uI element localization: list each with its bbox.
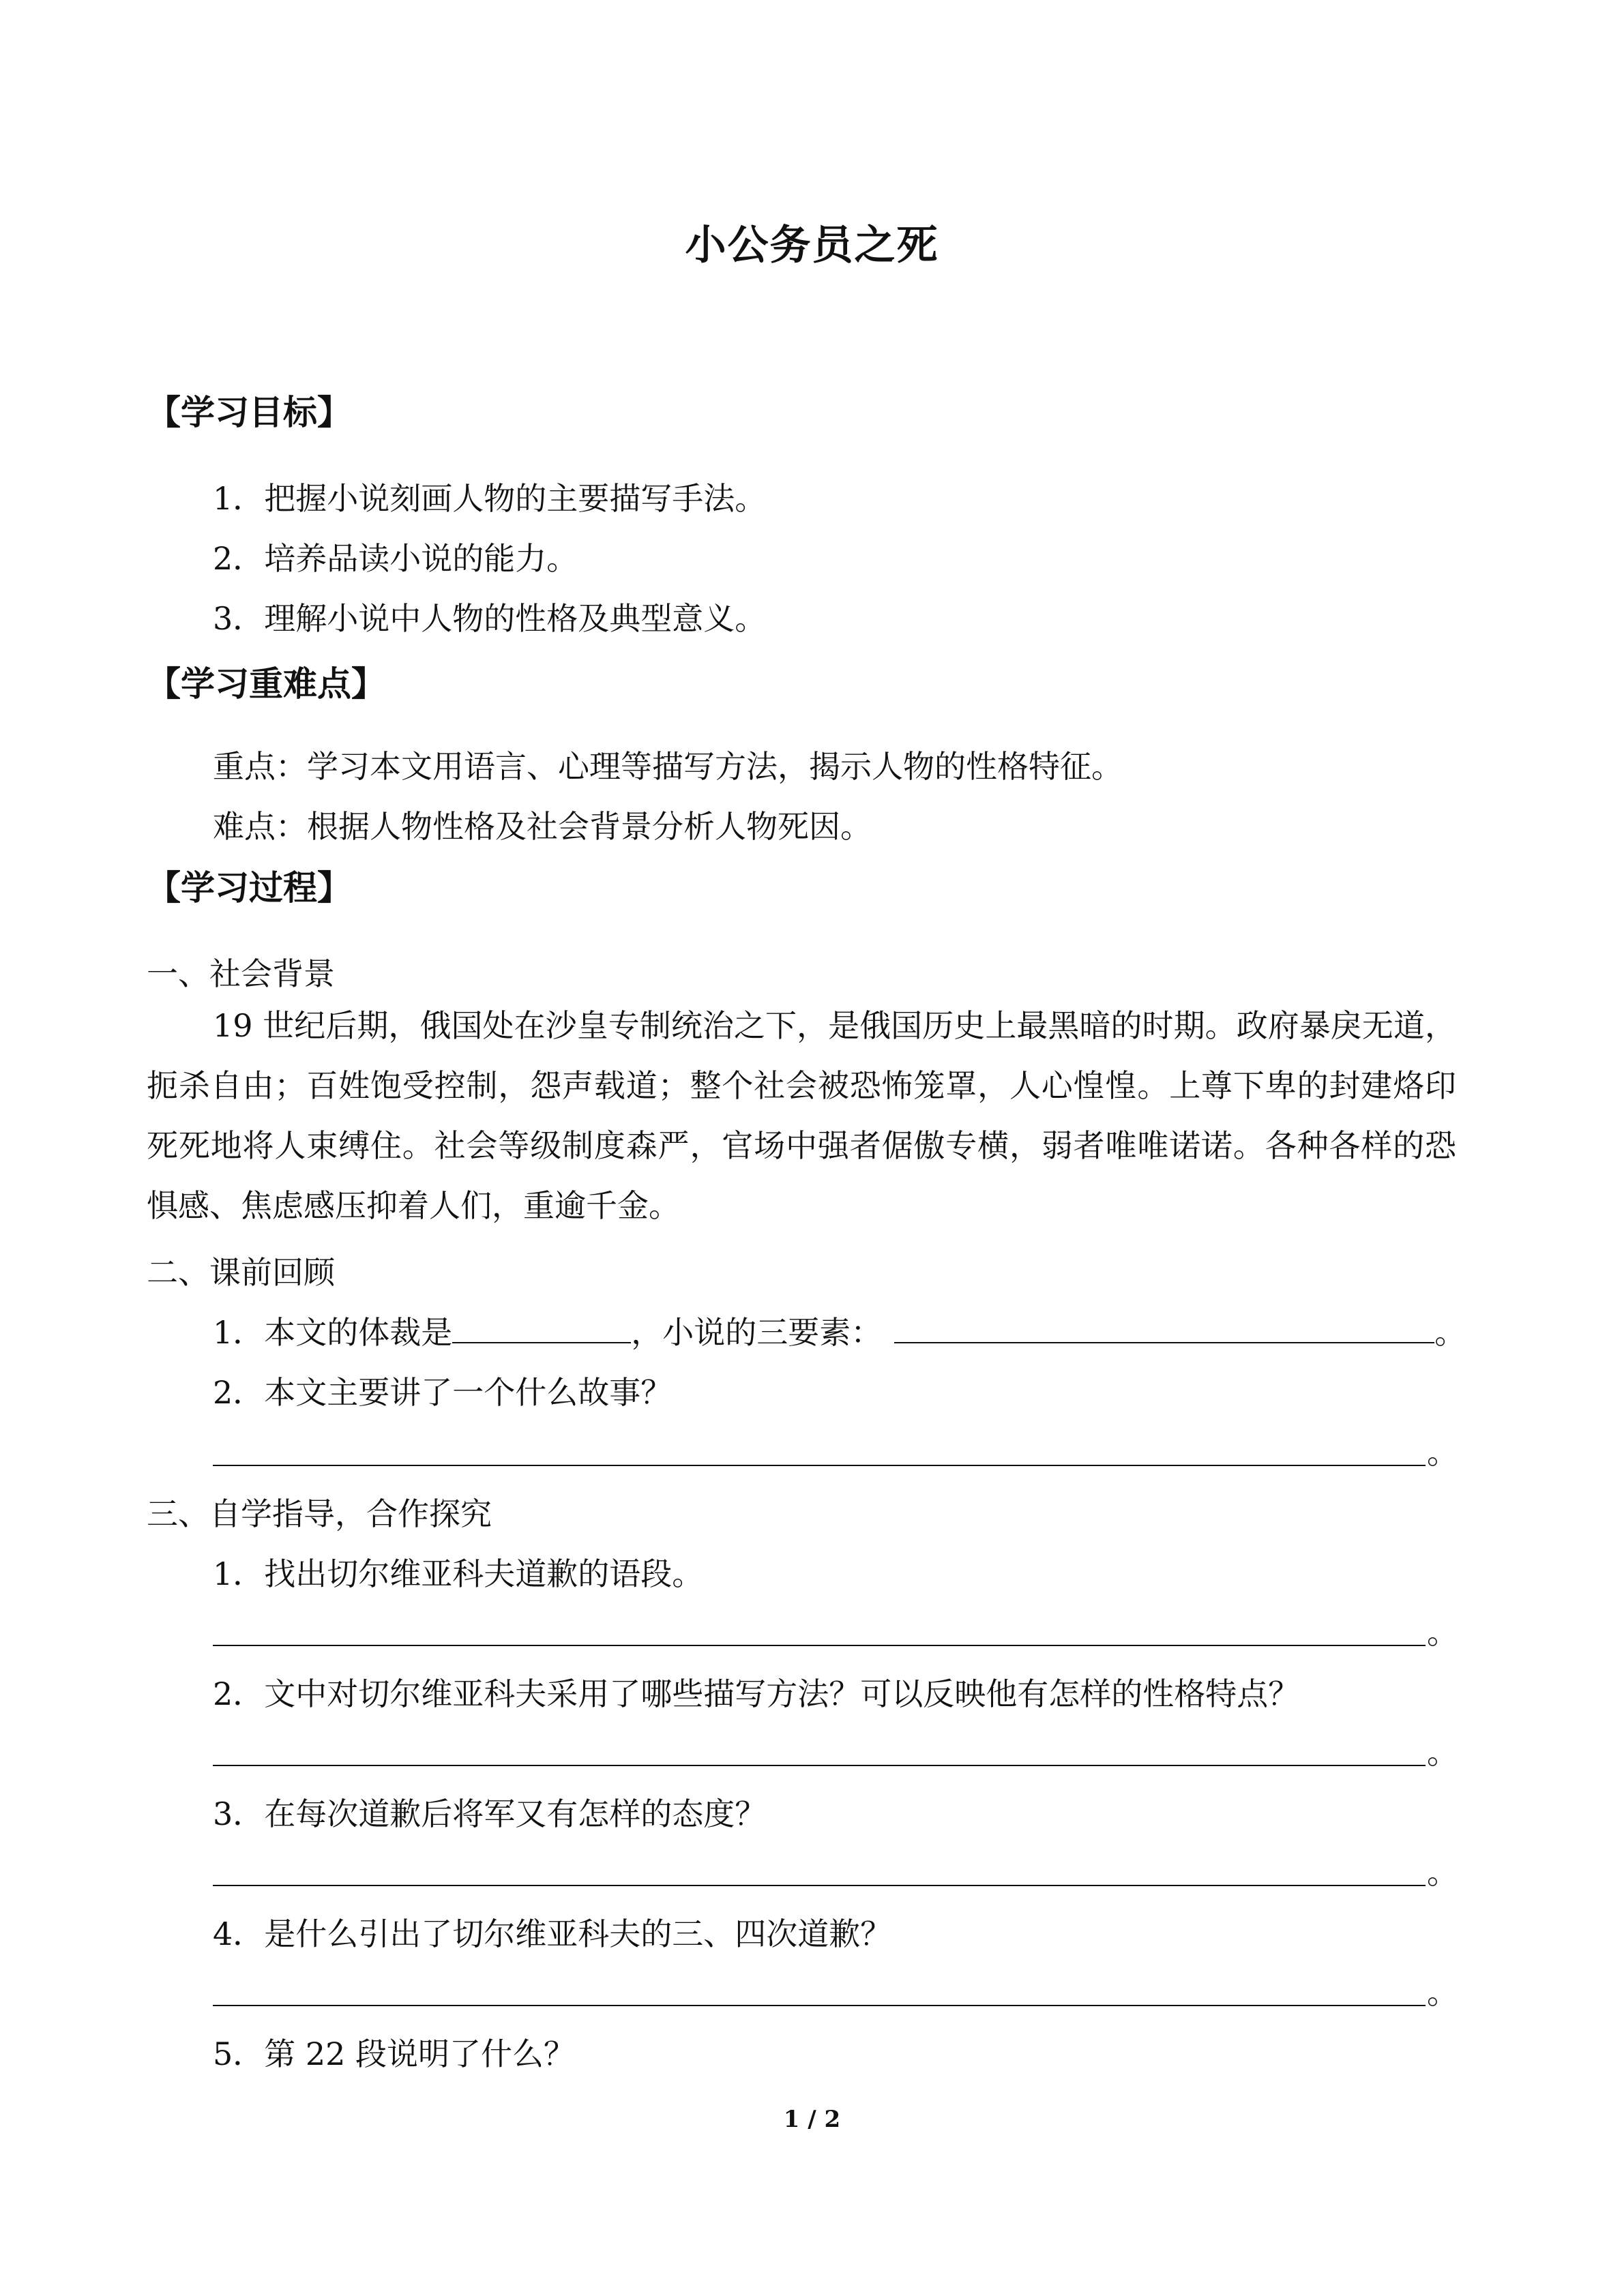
focus-point: 重点：学习本文用语言、心理等描写方法，揭示人物的性格特征。 [213,748,1123,785]
inquiry-answer-line-1[interactable] [213,1645,1426,1646]
objectives-heading: 【学习目标】 [147,392,351,432]
background-text: 19 世纪后期，俄国处在沙皇专制统治之下，是俄国历史上最黑暗的时期。政府暴戾无道，扼杀自由；百姓饱受控制，怨声载道；整个社会被恐怖笼罩，人心惶惶。上尊下卑的封建烙印死死地将人束缚住。社会等级制度森严，官场中强者倨傲专横，弱者唯唯诺诺。各种各样的恐惧感、焦虑感压抑着人们，重逾千金。 [147,1007,1456,1224]
section-inquiry-title: 三、自学指导，合作探究 [147,1495,492,1532]
review-answer-end: 。 [1427,1434,1458,1471]
section-review-title: 二、课前回顾 [147,1254,335,1291]
q1-genre-label: 1．本文的体裁是 [213,1314,453,1351]
review-question-1 [213,1308,1466,1353]
q1-elements-label: ，小说的三要素： [631,1314,883,1351]
process-heading: 【学习过程】 [147,867,351,908]
inquiry-answer-line-2[interactable] [213,1765,1426,1766]
page-title: 小公务员之死 [685,222,939,269]
page-number: 1 / 2 [783,2106,841,2133]
review-answer-line-2[interactable] [213,1465,1426,1466]
difficulty-point: 难点：根据人物性格及社会背景分析人物死因。 [213,808,872,845]
inquiry-answer-end-1: 。 [1427,1614,1458,1651]
section-background-title: 一、社会背景 [147,955,335,992]
genre-blank[interactable] [452,1315,631,1343]
inquiry-answer-line-3[interactable] [213,1885,1426,1886]
inquiry-answer-line-4[interactable] [213,2005,1426,2006]
objective-item-3: 3．理解小说中人物的性格及典型意义。 [213,600,767,637]
background-paragraph [147,996,1456,1236]
review-question-2: 2．本文主要讲了一个什么故事？ [213,1374,673,1411]
objective-item-2: 2．培养品读小说的能力。 [213,540,578,577]
objective-item-1: 1．把握小说刻画人物的主要描写手法。 [213,480,767,517]
inquiry-question-3: 3．在每次道歉后将军又有怎样的态度？ [213,1795,767,1832]
q1-end: 。 [1434,1314,1466,1351]
inquiry-answer-end-2: 。 [1427,1734,1458,1771]
inquiry-question-2: 2．文中对切尔维亚科夫采用了哪些描写方法？可以反映他有怎样的性格特点？ [213,1675,1300,1712]
inquiry-question-1: 1．找出切尔维亚科夫道歉的语段。 [213,1555,704,1592]
inquiry-answer-end-4: 。 [1427,1974,1458,2011]
inquiry-answer-end-3: 。 [1427,1854,1458,1891]
key-points-heading: 【学习重难点】 [147,664,385,704]
elements-blank[interactable] [894,1315,1434,1343]
inquiry-question-4: 4．是什么引出了切尔维亚科夫的三、四次道歉？ [213,1915,892,1952]
inquiry-question-5: 5．第 22 段说明了什么？ [213,2036,576,2072]
